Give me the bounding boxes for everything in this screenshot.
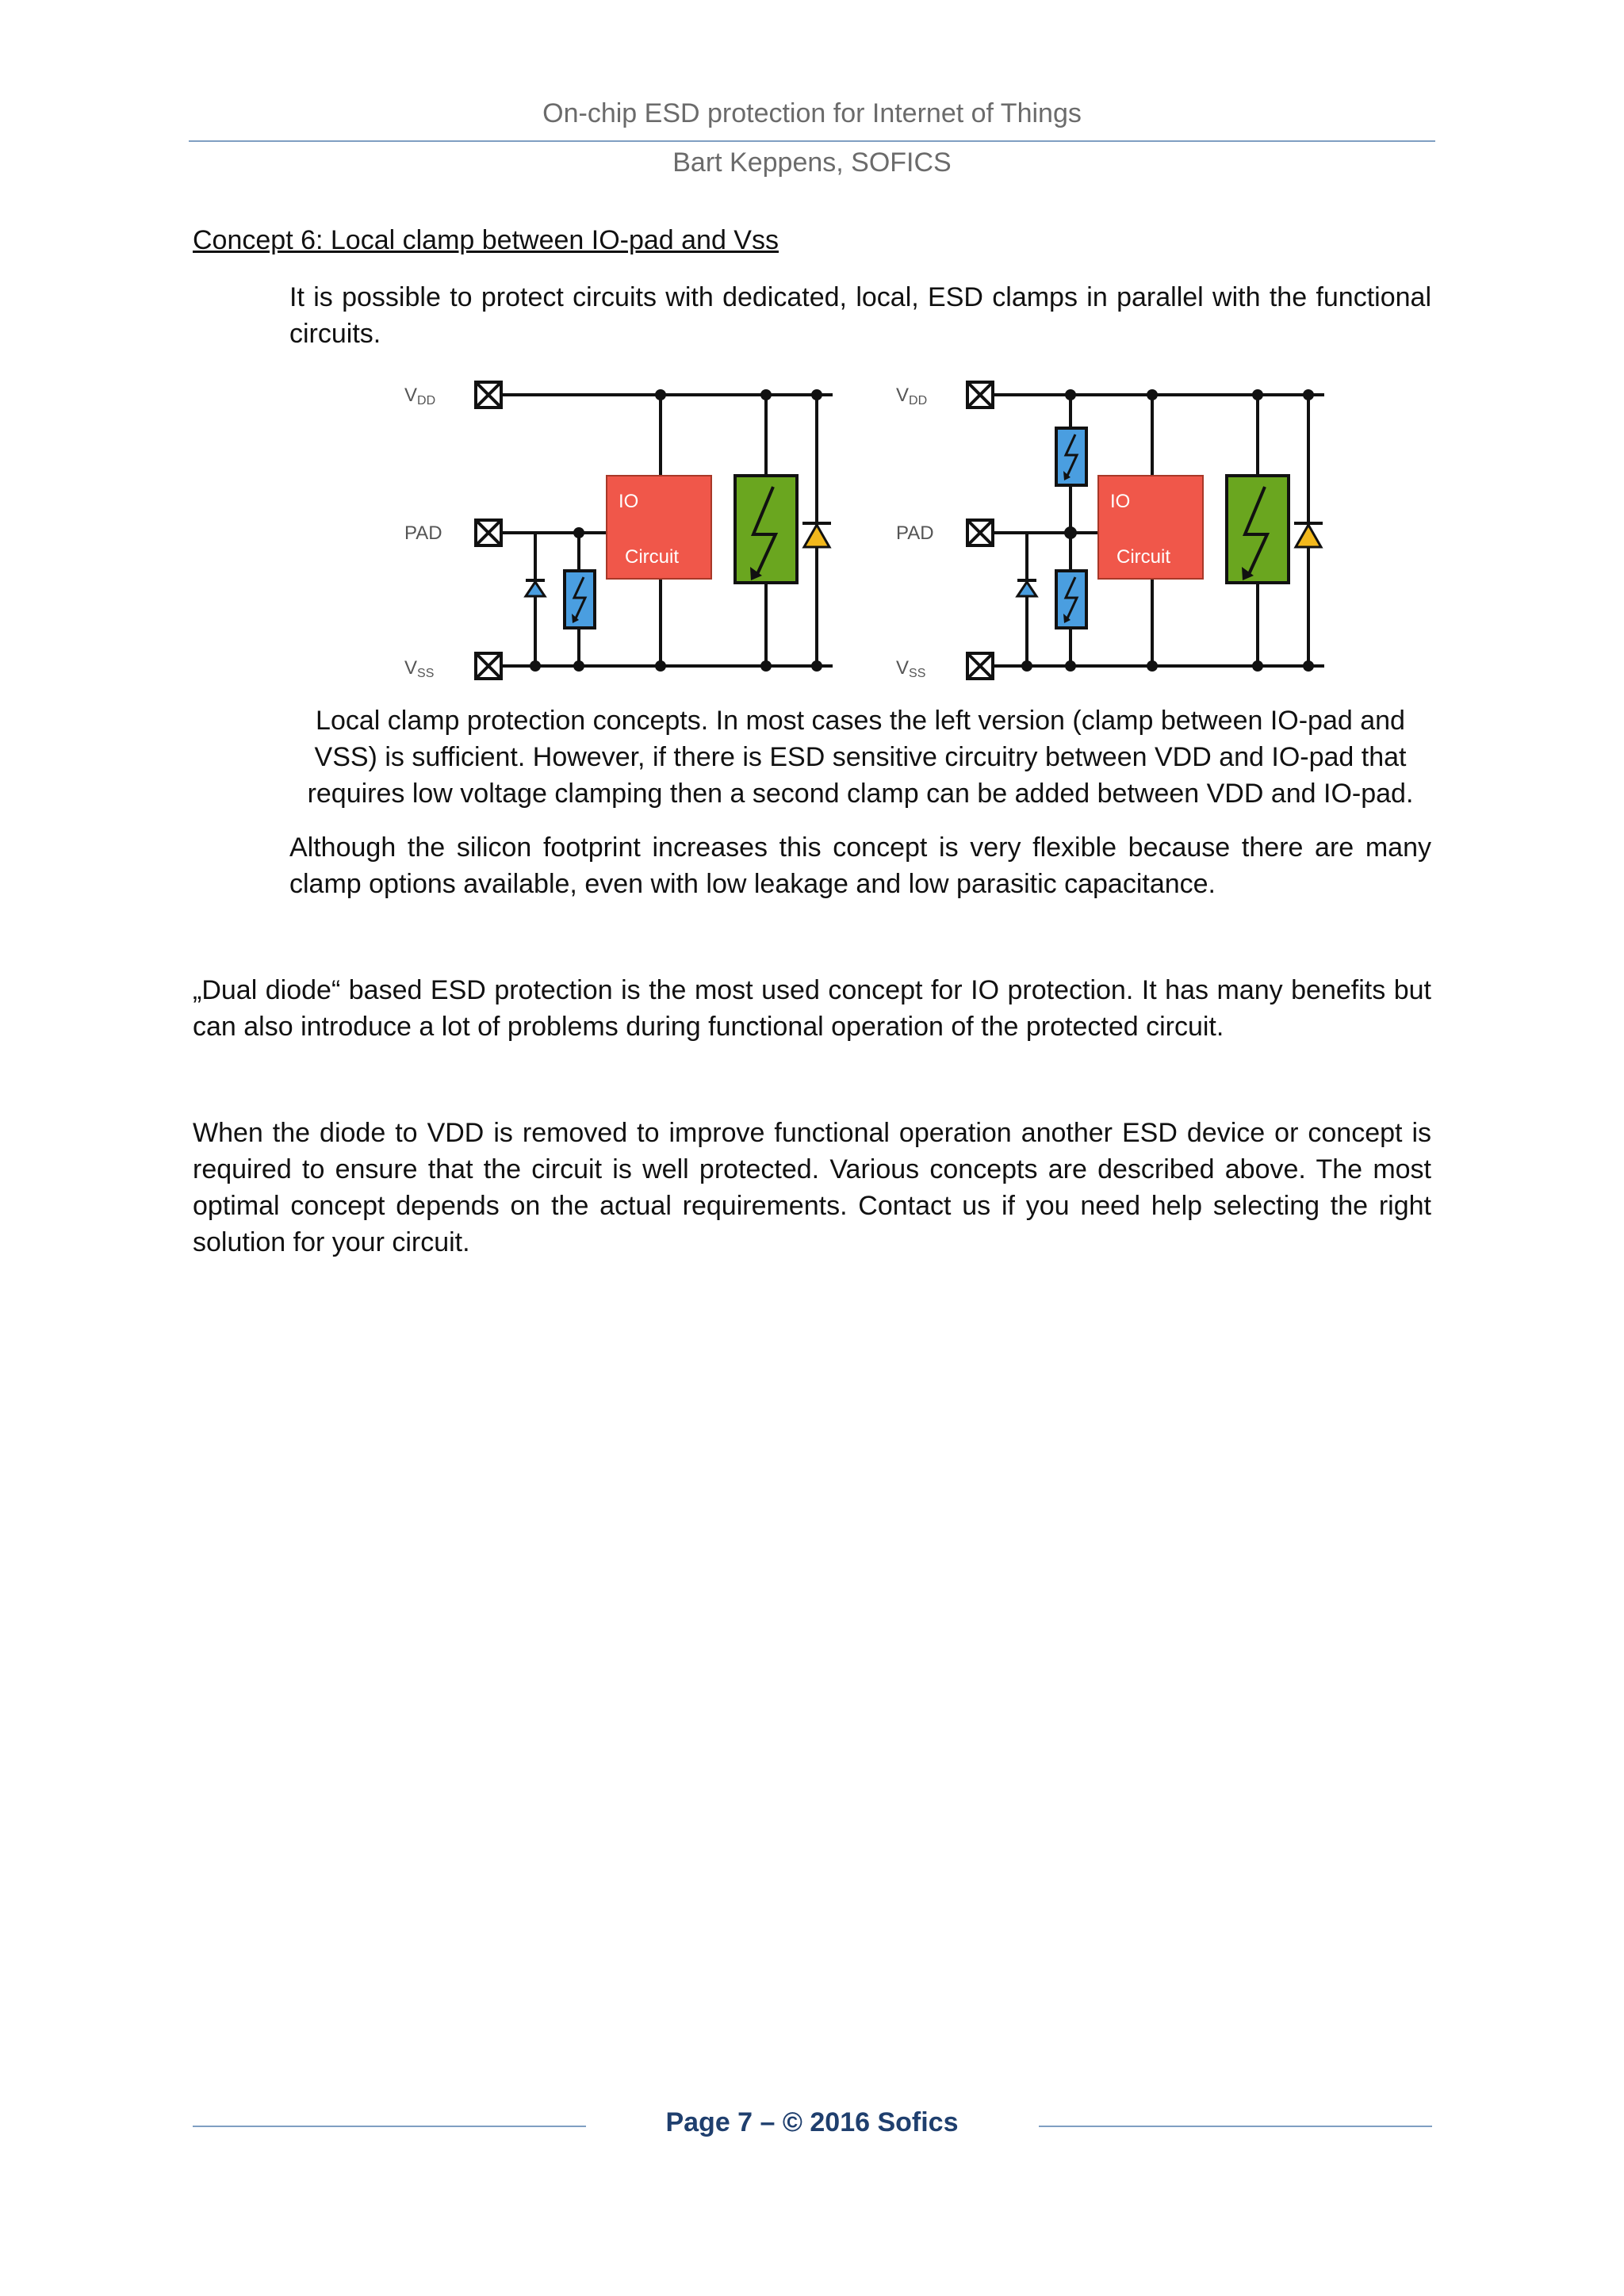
- rail-diode-right: [1294, 523, 1323, 547]
- io-label-right: IO: [1110, 491, 1131, 512]
- vss-pad-left: [476, 653, 501, 679]
- io-pad-right: [967, 520, 993, 545]
- footprint-paragraph: Although the silicon footprint increases this concept is very flexible because there are many clamp options available, even with low leakage and low parasitic capacitance.: [289, 832, 1431, 899]
- right-circuit-diagram: [896, 382, 1324, 680]
- dual-diode-paragraph: „Dual diode“ based ESD protection is the most used concept for IO protection. It has many benefits but can also introduce a lot of problems during functional operation of the protected circuit.: [193, 975, 1431, 1042]
- local-clamp-left: [565, 571, 595, 628]
- vdd-label-left: VDD: [404, 385, 436, 408]
- vdd-pad-right: [967, 382, 993, 408]
- io-circuit-block-left: [607, 476, 711, 579]
- vdd-diode-paragraph: When the diode to VDD is removed to improve functional operation another ESD device or concept is required to ensure that the circuit is well protected. Various concepts are described above. The most optimal concept depends on the actual requirements. Contact us if you need help selecting the right solution for your circuit.: [193, 1118, 1431, 1257]
- vss-pad-right: [967, 653, 993, 679]
- circuit-label-right: Circuit: [1116, 546, 1171, 568]
- upper-local-clamp-right: [1056, 428, 1086, 485]
- left-circuit-diagram: [404, 382, 833, 680]
- rail-diode-left: [802, 523, 831, 547]
- intro-paragraph: It is possible to protect circuits with dedicated, local, ESD clamps in parallel with the functional circuits.: [289, 282, 1431, 349]
- pad-diode-left: [526, 580, 545, 596]
- power-clamp-right: [1227, 476, 1289, 583]
- circuit-label-left: Circuit: [625, 546, 680, 568]
- pad-diode-right: [1017, 580, 1036, 596]
- header-divider: [189, 140, 1435, 142]
- lower-local-clamp-right: [1056, 571, 1086, 628]
- section-heading: Concept 6: Local clamp between IO-pad and Vss: [193, 225, 779, 255]
- io-circuit-block-right: [1098, 476, 1203, 579]
- local-clamp-diagram: [396, 365, 1348, 698]
- page-footer: Page 7 – © 2016 Sofics: [665, 2107, 959, 2137]
- io-pad-left: [476, 520, 501, 545]
- io-label-left: IO: [619, 491, 639, 512]
- footer-divider-right: [1039, 2126, 1432, 2127]
- figure-caption: Local clamp protection concepts. In most cases the left version (clamp between IO-pad and VSS) is sufficient. However, if there is ESD sensitive circuitry between VDD and IO-pad that requires low voltage clamping then a second clamp can be added between VDD and IO-pad.: [307, 706, 1414, 809]
- header-author: Bart Keppens, SOFICS: [672, 147, 952, 178]
- vss-label-right: VSS: [896, 657, 926, 680]
- pad-label-right: PAD: [896, 522, 934, 544]
- vss-label-left: VSS: [404, 657, 435, 680]
- vdd-pad-left: [476, 382, 501, 408]
- power-clamp-left: [735, 476, 797, 583]
- vdd-label-right: VDD: [896, 385, 928, 408]
- header-title: On-chip ESD protection for Internet of Things: [542, 98, 1082, 128]
- pad-label-left: PAD: [404, 522, 442, 544]
